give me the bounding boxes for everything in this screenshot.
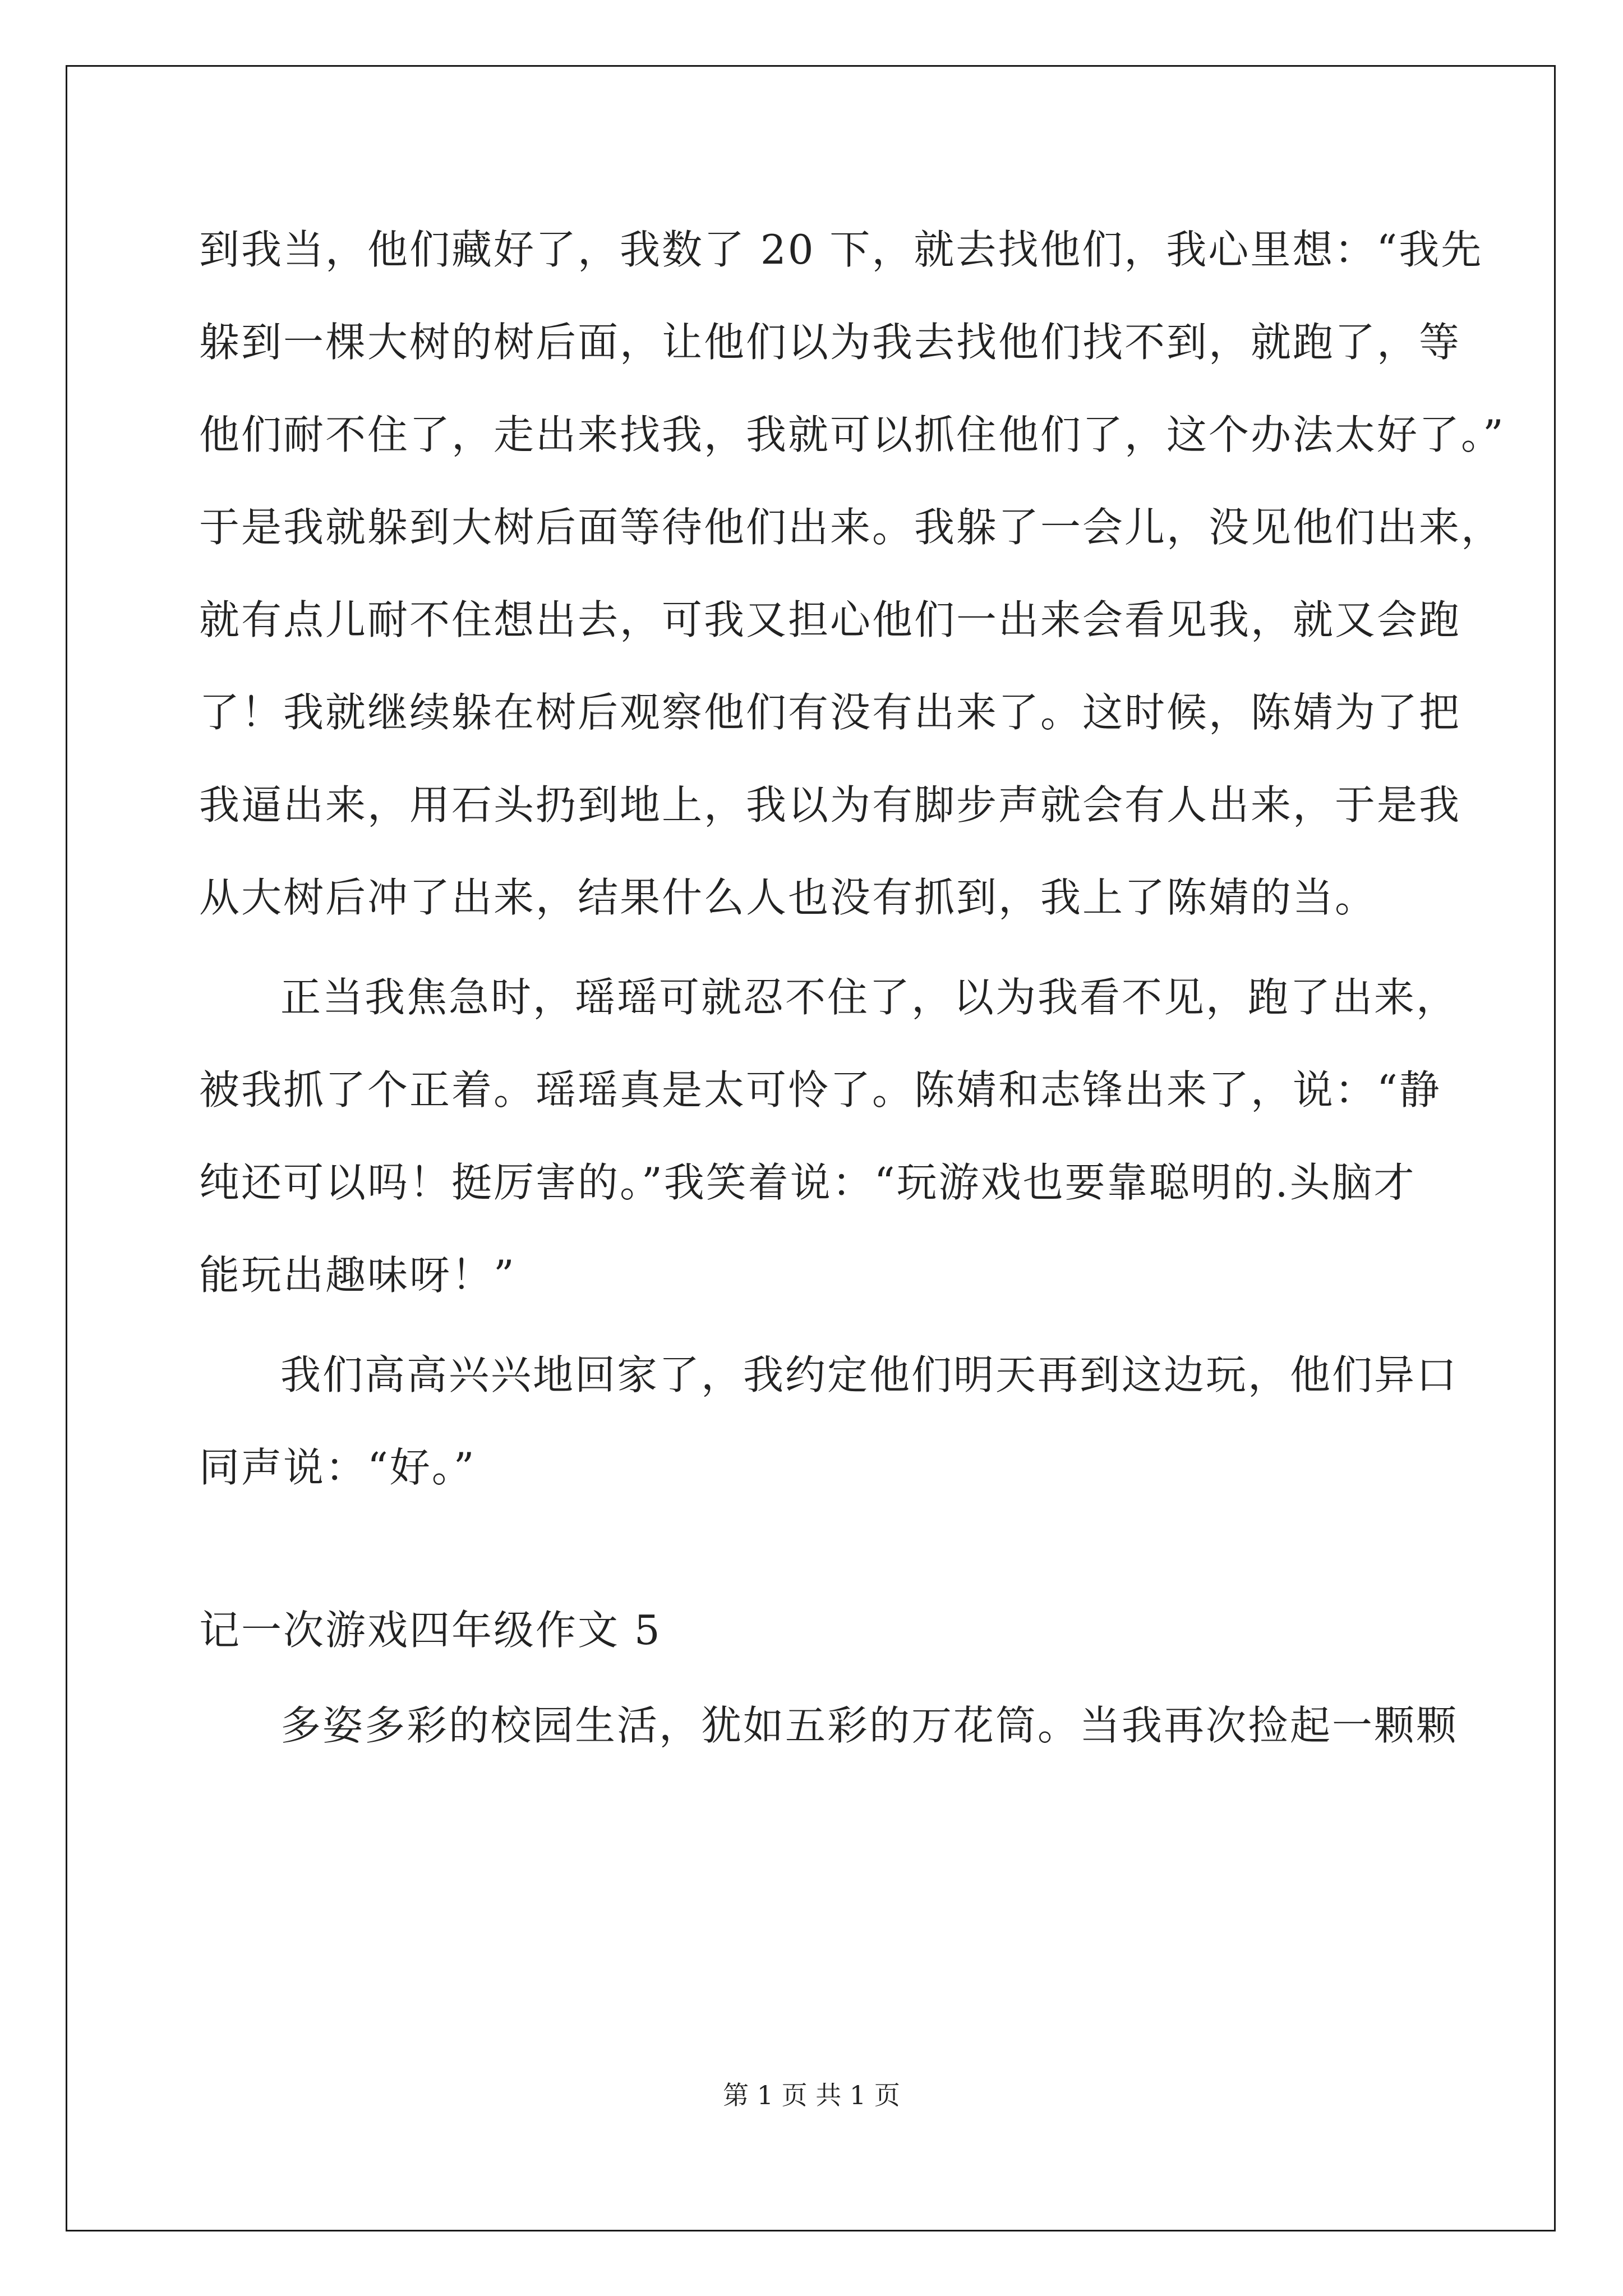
text-line: 躲到一棵大树的树后面，让他们以为我去找他们找不到，就跑了，等 <box>199 319 1461 366</box>
page-border <box>66 65 1556 2231</box>
text-line: 从大树后冲了出来，结果什么人也没有抓到，我上了陈婧的当。 <box>199 874 1377 921</box>
text-line: 能玩出趣味呀！” <box>199 1251 516 1299</box>
text-line: 纯还可以吗！挺厉害的。”我笑着说：“玩游戏也要靠聪明的.头脑才 <box>199 1159 1416 1206</box>
text-line: 他们耐不住了，走出来找我，我就可以抓住他们了，这个办法太好了。” <box>199 411 1505 458</box>
paragraph-first-line: 我们高高兴兴地回家了，我约定他们明天再到这边玩，他们异口 <box>280 1351 1459 1398</box>
page-footer: 第 1 页 共 1 页 <box>723 2080 900 2110</box>
text-line: 到我当，他们藏好了，我数了 20 下，就去找他们，我心里想：“我先 <box>199 226 1483 273</box>
text-line: 我逼出来，用石头扔到地上，我以为有脚步声就会有人出来，于是我 <box>199 781 1461 829</box>
text-line: 就有点儿耐不住想出去，可我又担心他们一出来会看见我，就又会跑 <box>199 596 1461 643</box>
text-line: 同声说：“好。” <box>199 1444 476 1491</box>
text-line: 被我抓了个正着。瑶瑶真是太可怜了。陈婧和志锋出来了，说：“静 <box>199 1066 1441 1114</box>
paragraph-first-line: 多姿多彩的校园生活，犹如五彩的万花筒。当我再次捡起一颗颗 <box>280 1702 1459 1749</box>
section-heading: 记一次游戏四年级作文 5 <box>199 1607 662 1654</box>
text-line: 了！我就继续躲在树后观察他们有没有出来了。这时候，陈婧为了把 <box>199 689 1461 736</box>
text-line: 于是我就躲到大树后面等待他们出来。我躲了一会儿，没见他们出来， <box>199 504 1504 551</box>
paragraph-first-line: 正当我焦急时，瑶瑶可就忍不住了，以为我看不见，跑了出来， <box>280 974 1459 1021</box>
